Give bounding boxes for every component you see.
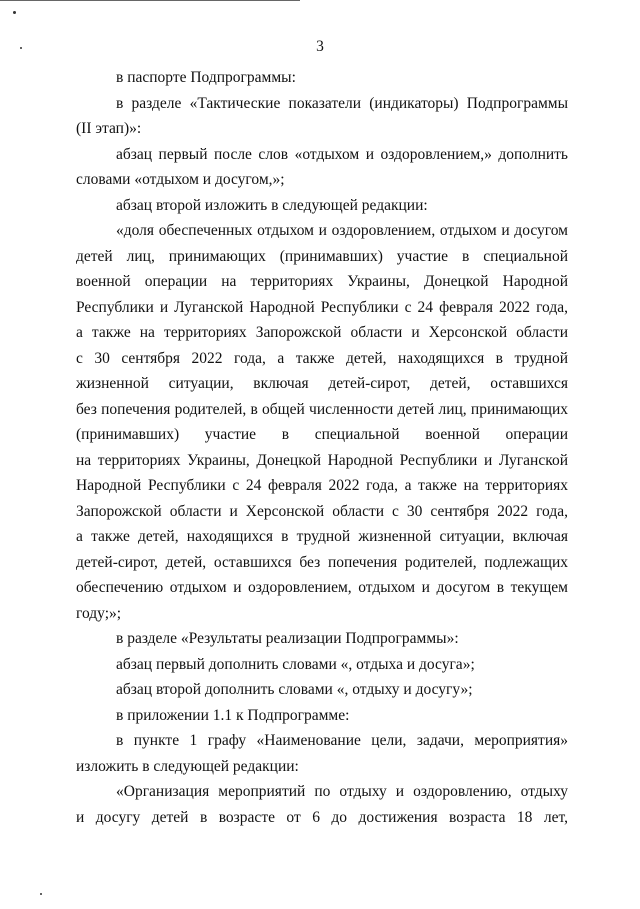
text-lines [76, 65, 568, 830]
text-line: абзац первый после слов «отдыхом и оздоровлением,» дополнить [116, 145, 568, 163]
text-line: жизненной ситуации, включая детей-сирот, детей, оставшихся [76, 375, 568, 392]
text-line: «Организация мероприятий по отдыху и оздоровлению, отдыху [116, 783, 568, 800]
text-line: обеспечению отдыхом и оздоровлением, отдыхом и досугом в текущем [76, 579, 568, 596]
text-line: а также детей, находящихся в трудной жизненной ситуации, включая [76, 528, 568, 545]
text-line: абзац первый дополнить словами «, отдыха и досуга»; [116, 655, 475, 673]
text-line: «доля обеспеченных отдыхом и оздоровлением, отдыхом и досугом [116, 222, 568, 239]
scan-speck [13, 11, 16, 14]
text-line: Запорожской области и Херсонской области с 30 сентября 2022 года, [76, 502, 568, 520]
text-line: абзац второй изложить в следующей редакции: [116, 196, 428, 214]
text-line: словами «отдыхом и досугом,»; [76, 171, 285, 188]
text-line: без попечения родителей, в общей численности детей лиц, принимающих [76, 400, 568, 418]
text-line: Народной Республики с 24 февраля 2022 года, а также на территориях [76, 477, 568, 494]
text-line: и досугу детей в возрасте от 6 до достижения возраста 18 лет, [76, 808, 568, 826]
text-line: в разделе «Тактические показатели (индикаторы) Подпрограммы [116, 94, 568, 112]
scan-edge-line [0, 0, 300, 1]
text-line: в пункте 1 графу «Наименование цели, задачи, мероприятия» [116, 732, 568, 749]
text-line: в паспорте Подпрограммы: [116, 69, 296, 86]
text-line: абзац второй дополнить словами «, отдыху и досугу»; [116, 681, 473, 698]
text-line: а также на территориях Запорожской области и Херсонской области [76, 324, 568, 341]
text-line: Республики и Луганской Народной Республики с 24 февраля 2022 года, [76, 298, 568, 316]
text-line: году;»; [76, 604, 122, 622]
text-line: в приложении 1.1 к Подпрограмме: [116, 706, 350, 724]
text-line: военной операции на территориях Украины, Донецкой Народной [76, 273, 568, 290]
text-line: с 30 сентября 2022 года, а также детей, находящихся в трудной [76, 349, 568, 367]
text-line: в разделе «Результаты реализации Подпрограммы»: [116, 630, 459, 647]
text-line: изложить в следующей редакции: [76, 757, 299, 775]
scan-speck [40, 893, 42, 895]
text-line: (II этап)»: [76, 120, 142, 137]
page-number: 3 [316, 38, 324, 55]
document-body [76, 65, 568, 830]
text-line: детей-сирот, детей, оставшихся без попечения родителей, подлежащих [76, 553, 568, 571]
text-line: (принимавших) участие в специальной военной операции [76, 426, 568, 443]
text-line: детей лиц, принимающих (принимавших) участие в специальной [76, 247, 568, 265]
text-line: на территориях Украины, Донецкой Народной Республики и Луганской [76, 451, 568, 469]
